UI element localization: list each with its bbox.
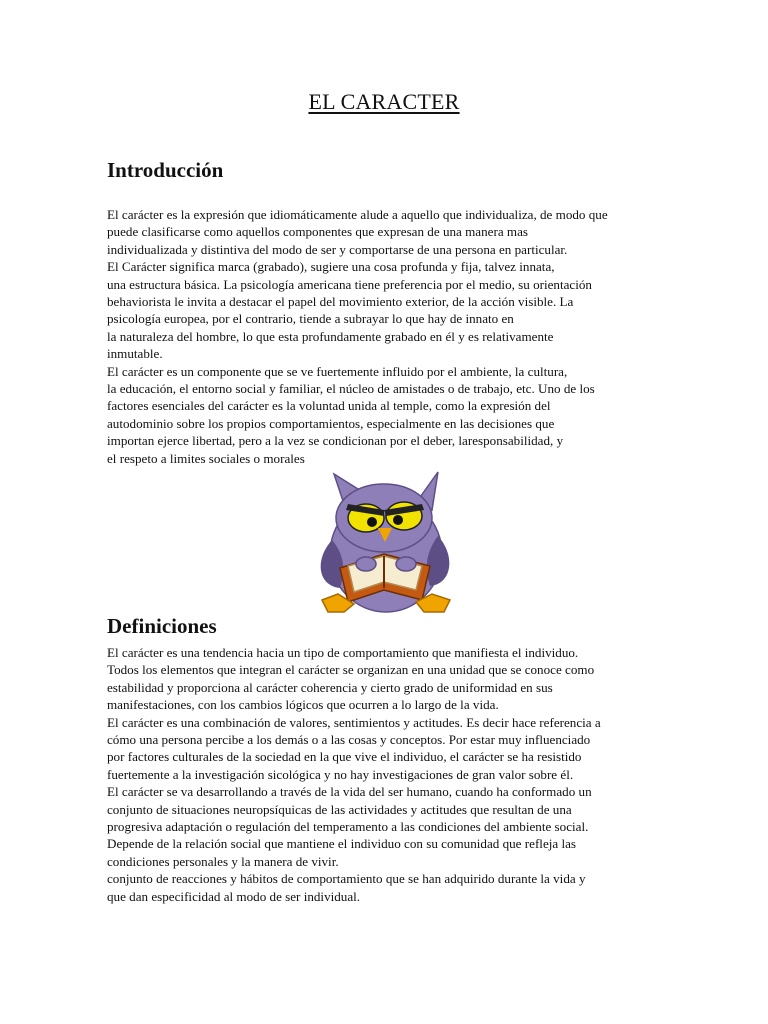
text-line: Depende de la relación social que mantiene el individuo con su comunidad que refleja las (107, 836, 577, 852)
section-heading-definiciones: Definiciones (107, 614, 217, 638)
section-heading-introduccion: Introducción (107, 158, 224, 182)
owl-pupil-left (367, 517, 377, 527)
text-line: cómo una persona percibe a los demás o a las cosas y conceptos. Por estar muy influenciado (107, 732, 591, 748)
text-line: inmutable. (107, 346, 163, 362)
text-line: individualizada y distintiva del modo de ser y comportarse de una persona en particular. (107, 241, 568, 257)
text-line: la naturaleza del hombre, lo que esta profundamente grabado en él y es relativamente (107, 328, 554, 344)
owl-hand-left (356, 557, 376, 571)
document-title: EL CARACTER (308, 89, 460, 114)
text-line: el respeto a limites sociales o morales (107, 450, 305, 466)
text-line: importan ejerce libertad, pero a la vez se condicionan por el deber, laresponsabilidad, y (107, 433, 564, 449)
text-line: Todos los elementos que integran el carácter se organizan en una unidad que se conoce como (107, 662, 595, 678)
definiciones-text (107, 644, 667, 905)
text-line: progresiva adaptación o regulación del temperamento a las condiciones del ambiente social. (107, 819, 589, 835)
text-line: El Carácter significa marca (grabado), sugiere una cosa profunda y fija, talvez innata, (107, 259, 555, 275)
text-line: puede clasificarse como aquellos componentes que expresan de una manera mas (107, 224, 529, 240)
text-line: psicología europea, por el contrario, tiende a subrayar lo que hay de innato en (107, 311, 514, 327)
text-line: autodominio sobre los propios comportamientos, especialmente en las decisiones que (107, 415, 555, 431)
text-line: una estructura básica. La psicología americana tiene preferencia por el medio, su orientación (107, 276, 592, 292)
reading-owl-icon (314, 470, 456, 616)
text-line: El carácter es la expresión que idiomáticamente alude a aquello que individualiza, de modo que (107, 207, 608, 222)
introduccion-text (107, 206, 667, 467)
text-line: El carácter es un componente que se ve fuertemente influido por el ambiente, la cultura, (107, 363, 568, 379)
text-line: factores esenciales del carácter es la voluntad unida al temple, como la expresión del (107, 398, 551, 414)
text-line: El carácter es una combinación de valores, sentimientos y actitudes. Es decir hace referencia a (107, 714, 601, 730)
text-line: que dan especificidad al modo de ser individual. (107, 888, 361, 904)
text-line: condiciones personales y la manera de vivir. (107, 853, 339, 869)
text-line: conjunto de situaciones neuropsíquicas de las actividades y actitudes que resultan de una (107, 801, 572, 817)
text-line: manifestaciones, con los cambios lógicos que ocurren a lo largo de la vida. (107, 697, 499, 713)
text-line: El carácter es una tendencia hacia un tipo de comportamiento que manifiesta el individuo. (107, 645, 579, 660)
text-line: behaviorista le invita a destacar el papel del movimiento exterior, de la acción visible. La (107, 294, 574, 310)
text-line: estabilidad y proporciona al carácter coherencia y cierto grado de uniformidad en sus (107, 679, 553, 695)
text-line: fuertemente a la investigación sicológica y no hay investigaciones de gran valor sobre él. (107, 766, 574, 782)
owl-pupil-right (393, 515, 403, 525)
text-line: la educación, el entorno social y familiar, el núcleo de amistades o de trabajo, etc. Uno de los (107, 381, 595, 397)
text-line: El carácter se va desarrollando a través de la vida del ser humano, cuando ha conformado un (107, 784, 592, 800)
text-line: por factores culturales de la sociedad en la que vive el individuo, el carácter se ha resistido (107, 749, 582, 765)
owl-hand-right (396, 557, 416, 571)
text-line: conjunto de reacciones y hábitos de comportamiento que se han adquirido durante la vida y (107, 871, 586, 887)
